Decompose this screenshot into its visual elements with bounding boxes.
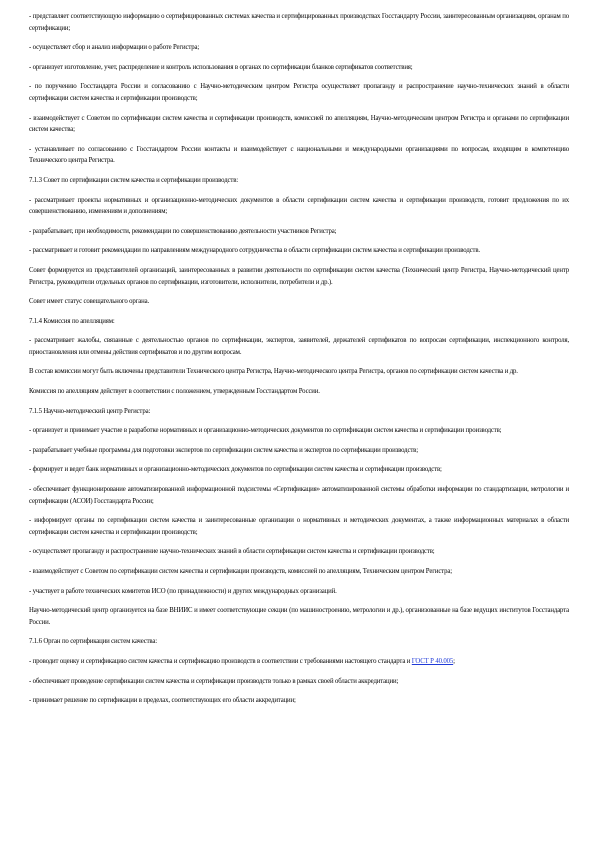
paragraph: - разрабатывает учебные программы для подготовки экспертов по сертификации систем качества и экспертов по сертификации производств; bbox=[29, 446, 418, 454]
paragraph: - рассматривает проекты нормативных и организационно-методических документов в области сертификации систем качества и сертификации производств, готовит предложения по их совершенствованию, изменениям и дополнениям; bbox=[29, 196, 569, 216]
document-body bbox=[29, 11, 569, 707]
paragraph: - принимает решение по сертификации в пределах, соответствующих его области аккредитации; bbox=[29, 697, 296, 705]
section-heading: 7.1.4 Комиссия по апелляциям: bbox=[29, 317, 115, 325]
paragraph: - обеспечивает функционирование автоматизированной информационной подсистемы «Сертификация» автоматизированной системы обработки информации по стандартизации, метрологии и сертификации (АСОИ) Госстандарта России; bbox=[29, 486, 569, 505]
gost-reference-link[interactable]: ГОСТ Р 40.005 bbox=[411, 657, 454, 665]
paragraph: Научно-методический центр организуется на базе ВНИИС и имеет соответствующие секции (по машиностроению, метрологии и др.), организованные на базе ведущих институтов Госстандарта России. bbox=[29, 607, 569, 626]
paragraph: - осуществляет сбор и анализ информации о работе Регистра; bbox=[29, 44, 200, 52]
paragraph: - разрабатывает, при необходимости, рекомендации по совершенствованию деятельности участников Регистра; bbox=[29, 227, 337, 235]
paragraph: - осуществляет пропаганду и распространение научно-технических знаний в области сертификации систем качества и сертификации производств; bbox=[29, 548, 435, 556]
section-heading: 7.1.3 Совет по сертификации систем качества и сертификации производств: bbox=[29, 176, 239, 184]
paragraph: - рассматривает и готовит рекомендации по направлениям международного сотрудничества в области сертификации систем качества и сертификации производств. bbox=[29, 247, 480, 255]
paragraph: - формирует и ведет банк нормативных и организационно-методических документов по сертификации систем качества и сертификации производств; bbox=[29, 466, 442, 474]
paragraph: Комиссия по апелляциям действует в соответствии с положением, утвержденным Госстандартом России. bbox=[29, 388, 320, 396]
paragraph: - информирует органы по сертификации систем качества и заинтересованные организации о нормативных и методических документах, а также информационных материалах в области сертификации систем качества и сертификации производств; bbox=[29, 517, 569, 536]
paragraph-with-link bbox=[29, 656, 569, 668]
paragraph: - по поручению Госстандарта России и согласованию с Научно-методическим центром Регистра осуществляет пропаганду и распространение научно-технических знаний в области сертификации систем качества и сертификации производств; bbox=[29, 83, 569, 102]
section-heading: 7.1.6 Орган по сертификации систем качества: bbox=[29, 638, 157, 646]
paragraph: - организует изготовление, учет, распределение и контроль использования в органах по сертификации бланков сертификатов соответствия; bbox=[29, 63, 413, 71]
paragraph: - взаимодействует с Советом по сертификации систем качества и сертификации производств, комиссией по апелляциям, Техническим центром Регистра; bbox=[29, 568, 452, 575]
paragraph: В состав комиссии могут быть включены представители Технического центра Регистра, Научно-методического центра Регистра, органов по сертификации систем качества и др. bbox=[29, 368, 518, 376]
paragraph: - рассматривает жалобы, связанные с деятельностью органов по сертификации, экспертов, заявителей, держателей сертификатов по вопросам сертификации, инспекционного контроля, приостановления или отмены действия сертификатов и по другим вопросам. bbox=[29, 337, 569, 356]
paragraph: - участвует в работе технических комитетов ИСО (по принадлежности) и других международных организаций. bbox=[29, 587, 337, 595]
paragraph-text: - проводит оценку и сертификацию систем качества и сертификацию производств в соответствии с требованиями настоящего стандарта и bbox=[29, 657, 412, 665]
paragraph: Совет имеет статус совещательного органа. bbox=[29, 298, 150, 306]
paragraph: - устанавливает по согласованию с Госстандартом России контакты и взаимодействует с национальными и международными организациями по вопросам, входящим в компетенцию Технического центра Регистра. bbox=[29, 145, 569, 165]
paragraph: Совет формируется из представителей организаций, заинтересованных в развитии деятельности по сертификации систем качества (Технический центр Регистра, Научно-методический центр Регистра, руководители отдельных органов по сертификации, изготовители, исполнители, потребители и др.). bbox=[29, 266, 569, 286]
paragraph: - обеспечивает проведение сертификации систем качества и сертификации производств только в рамках своей области аккредитации; bbox=[29, 677, 399, 685]
paragraph: - представляет соответствующую информацию о сертифицированных системах качества и сертифицированных производствах Госстандарту России, заинтересованным организациям, органам по сертификации; bbox=[29, 13, 569, 32]
section-heading: 7.1.5 Научно-методический центр Регистра: bbox=[29, 407, 151, 415]
paragraph-text-end: ; bbox=[453, 657, 455, 665]
paragraph: - организует и принимает участие в разработке нормативных и организационно-методических документов по сертификации систем качества и сертификации производств; bbox=[29, 427, 502, 435]
paragraph: - взаимодействует с Советом по сертификации систем качества и сертификации производств, комиссией по апелляциям, Научно-методическим центром Регистра и органами по сертификации систем качества; bbox=[29, 114, 569, 134]
